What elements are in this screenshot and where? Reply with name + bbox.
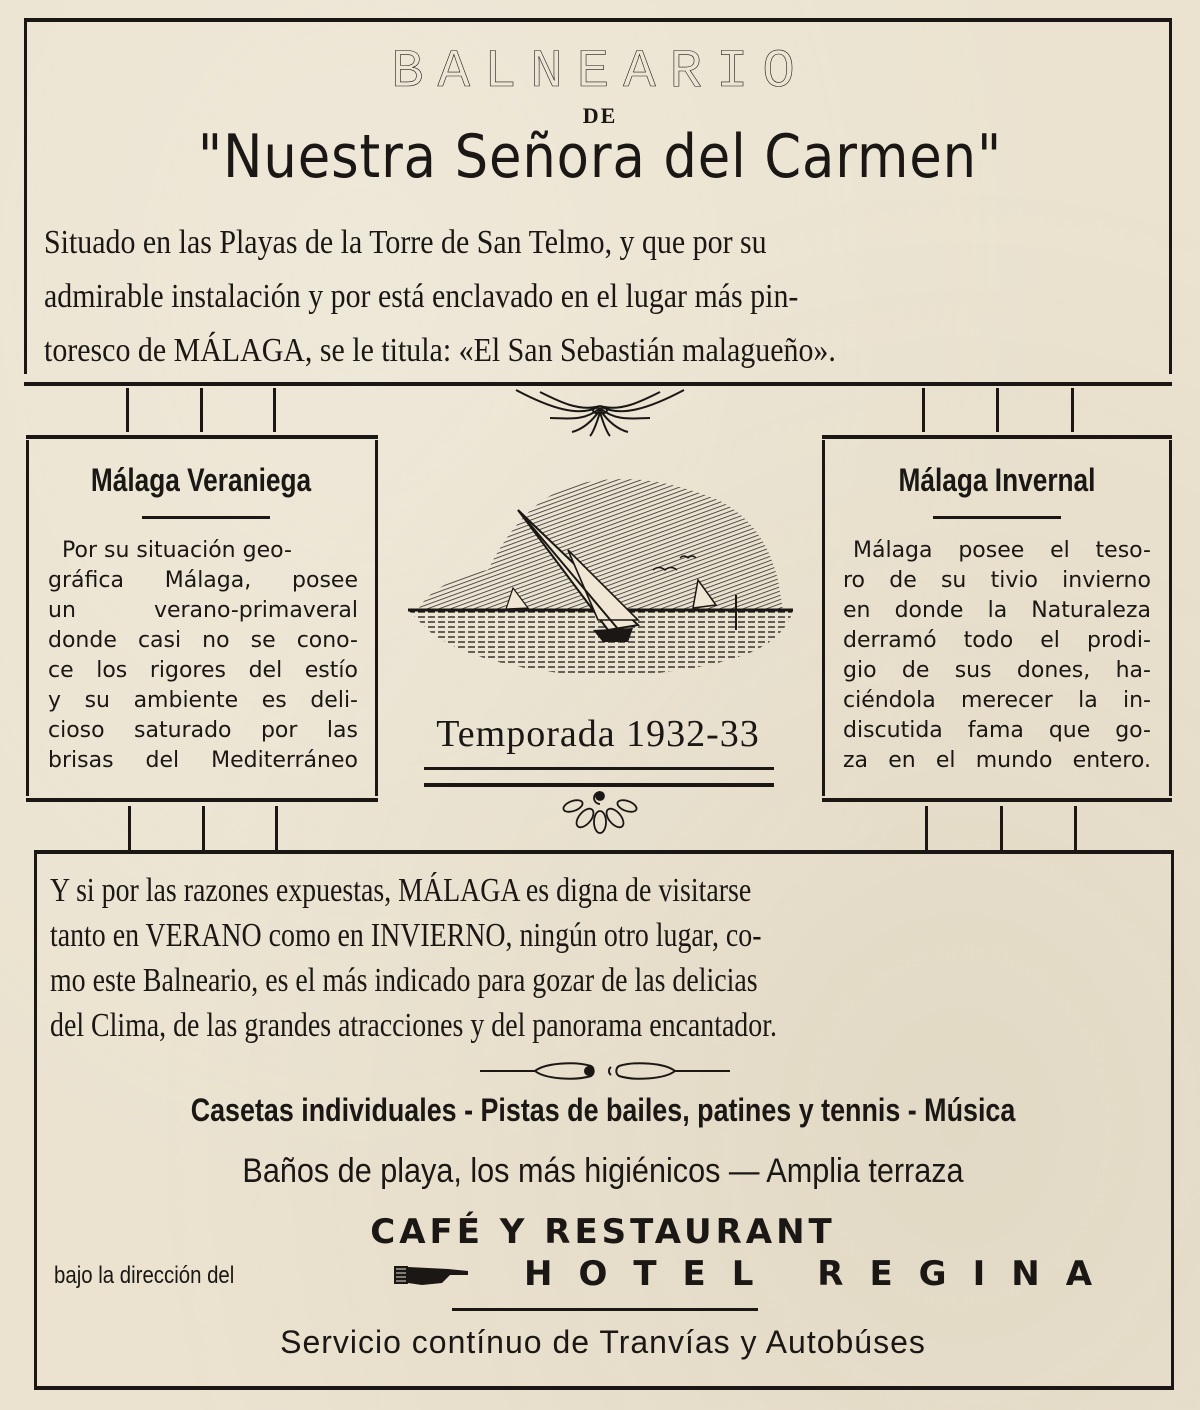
- summer-title-underline: [142, 516, 270, 519]
- bottom-box-left-border: [34, 854, 37, 1386]
- closing-paragraph: [50, 868, 1149, 1048]
- summer-line: gráfica Málaga, posee: [48, 568, 358, 593]
- summer-line: cioso saturado por las: [48, 718, 358, 743]
- tick: [922, 388, 925, 432]
- sailboat-illustration: [398, 470, 798, 680]
- season-rule-2: [424, 783, 774, 787]
- title-establishment-name: "Nuestra Señora del Carmen": [197, 122, 1003, 192]
- tick: [200, 388, 203, 432]
- summer-box-right: [375, 440, 378, 796]
- winter-title-underline: [933, 516, 1061, 519]
- winter-box-bottom: [822, 798, 1172, 802]
- intro-line: toresco de MÁLAGA, se le titula: «El San Sebastián malagueño».: [44, 332, 836, 369]
- summer-box-left: [26, 440, 29, 796]
- beach-baths-line: Baños de playa, los más higiénicos — Amplia terraza: [242, 1152, 964, 1190]
- closing-line: tanto en VERANO como en INVIERNO, ningún otro lugar, co-: [50, 917, 762, 954]
- title-de: DE: [582, 103, 618, 128]
- winter-line: Málaga posee el teso-: [853, 538, 1151, 563]
- tick: [275, 806, 278, 850]
- summer-box-bottom: [26, 798, 378, 802]
- intro-paragraph: [44, 216, 1156, 378]
- tick: [126, 388, 129, 432]
- amenities-line: Casetas individuales - Pistas de bailes, patines y tennis - Música: [190, 1092, 1016, 1128]
- summer-title: Málaga Veraniega: [90, 462, 312, 498]
- cafe-restaurant-title: CAFÉ Y RESTAURANT: [370, 1212, 836, 1252]
- winter-box-top: [822, 435, 1172, 439]
- season-label: Temporada 1932-33: [436, 713, 760, 755]
- tick: [996, 388, 999, 432]
- winter-text: [843, 536, 1151, 776]
- top-box-bottom-rule: [24, 382, 1172, 386]
- intro-line: admirable instalación y por está enclavado en el lugar más pin-: [44, 278, 799, 315]
- tick: [1071, 388, 1074, 432]
- bottom-box-top-rule: [34, 850, 1174, 854]
- winter-line: za en el mundo entero.: [843, 748, 1151, 773]
- intro-line: Situado en las Playas de la Torre de San Telmo, y que por su: [44, 224, 767, 261]
- winter-line: ciéndola merecer la in-: [843, 688, 1151, 713]
- winter-box-left: [822, 440, 825, 796]
- bottom-box-right-border: [1171, 854, 1174, 1386]
- season-rule-1: [424, 767, 774, 770]
- closing-line: Y si por las razones expuestas, MÁLAGA es digna de visitarse: [50, 872, 752, 909]
- hotel-underline: [452, 1308, 758, 1311]
- top-rule: [24, 18, 1172, 22]
- summer-line: un verano-primaveral: [48, 598, 358, 623]
- winter-line: en donde la Naturaleza: [843, 598, 1151, 623]
- tick: [925, 806, 928, 850]
- tick: [273, 388, 276, 432]
- winter-line: ro de su tivio invierno: [843, 568, 1151, 593]
- winter-box-right: [1169, 440, 1172, 796]
- bottom-rule: [34, 1386, 1174, 1390]
- tick: [1074, 806, 1077, 850]
- closing-line: mo este Balneario, es el más indicado para gozar de las delicias: [50, 962, 758, 999]
- hotel-regina: HOTEL REGINA: [524, 1254, 1119, 1294]
- summer-line: y su ambiente es deli-: [48, 688, 358, 713]
- direction-label: bajo la dirección del: [54, 1262, 235, 1289]
- summer-line: Por su situación geo-: [62, 538, 292, 563]
- summer-line: donde casi no se cono-: [48, 628, 358, 653]
- tick: [202, 806, 205, 850]
- winter-line: discutida fama que go-: [843, 718, 1151, 743]
- summer-line: brisas del Mediterráneo: [48, 748, 358, 773]
- winter-line: derramó todo el prodi-: [843, 628, 1151, 653]
- summer-line: ce los rigores del estío: [48, 658, 358, 683]
- transport-line: Servicio contínuo de Tranvías y Autobúses: [280, 1324, 926, 1360]
- wing-ornament-icon: [510, 388, 690, 438]
- flower-ornament-icon: [555, 788, 645, 834]
- winter-line: gio de sus dones, ha-: [843, 658, 1151, 683]
- winter-title: Málaga Invernal: [898, 462, 1096, 498]
- summer-box-top: [26, 435, 378, 439]
- scroll-ornament-icon: [475, 1058, 735, 1084]
- summer-text: [48, 536, 358, 776]
- tick: [1000, 806, 1003, 850]
- tick: [128, 806, 131, 850]
- pointing-hand-icon: [392, 1263, 470, 1287]
- closing-line: del Clima, de las grandes atracciones y del panorama encantador.: [50, 1007, 777, 1044]
- title-balneario: BALNEARIO: [391, 42, 809, 103]
